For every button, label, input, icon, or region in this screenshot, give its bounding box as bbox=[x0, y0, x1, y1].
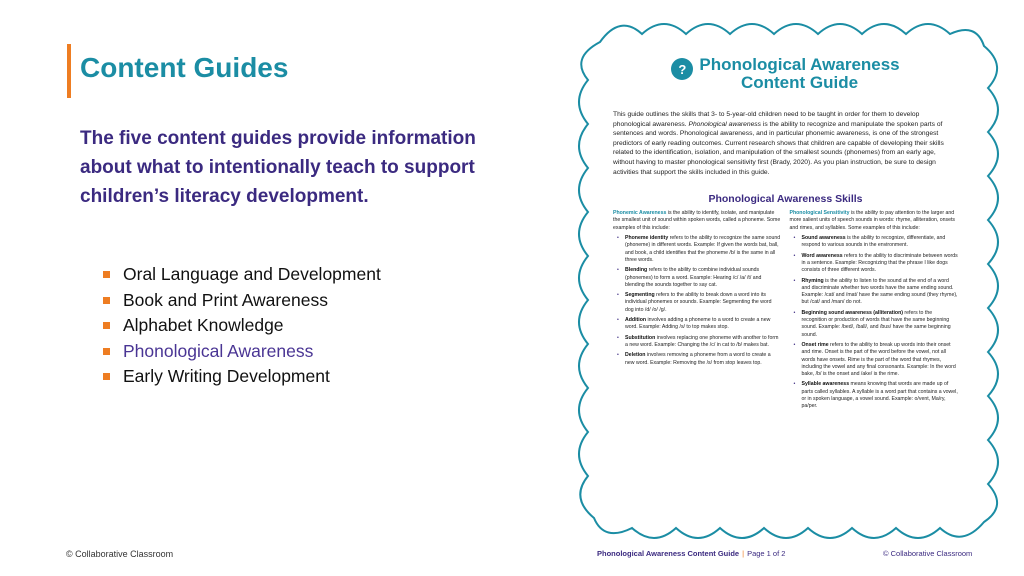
content-guide-document bbox=[613, 56, 958, 414]
list-item: Book and Print Awareness bbox=[103, 288, 381, 314]
phonemic-awareness-column: Phonemic Awareness is the ability to identify, isolate, and manipulate the smallest unit of sound within spoken words, called a phoneme. Some examples of this include: • Phoneme identity refers to the ability to recognize the same sound (phoneme) in different words. Example: If given the words bat, ball, and book, a child identifies that the phoneme /b/ is the same in all three words. • Blending refers to the ability to combine individual sounds (phonemes) to form a word. Example: Hearing /c/ /a/ /t/ and blending the sounds together to say cat. • Segmenting refers to the ability to break down a word into its individual phonemes or sounds. Example: Segmenting the word dog into /d/ /o/ /g/. • Addition involves adding a phoneme to a word to create a new word. Example: Adding /s/ to top makes stop. • Substitution involves replacing one phoneme with another to form a new word. Example: Changing the /c/ in cat to /b/ makes bat. • Deletion involves removing a phoneme from a word to create a new word. Example: Removing the /s/ from stop leaves top. bbox=[613, 210, 782, 413]
document-header bbox=[613, 56, 958, 92]
list-item: • Deletion involves removing a phoneme from a word to create a new word. Example: Removing the /s/ from stop leaves top. bbox=[621, 352, 782, 367]
list-item: • Segmenting refers to the ability to break down a word into its individual phonemes or sounds. Example: Segmenting the word dog into /d/ /o/ /g/. bbox=[621, 292, 782, 314]
list-item-active: Phonological Awareness bbox=[103, 339, 381, 365]
list-item: Early Writing Development bbox=[103, 364, 381, 390]
list-item: • Onset rime refers to the ability to break up words into their onset and rime. Onset is the part of the word before the vowel, not all words have onsets. Rime is the part of the word that rhymes, including the vowel and any final consonants. Example: In the word bake, /b/ is the onset and /ake/ is the rime. bbox=[798, 342, 959, 378]
list-item: • Phoneme identity refers to the ability to recognize the same sound (phoneme) in different words. Example: If given the words bat, ball, and book, a child identifies that the phoneme /b/ is the same in all three words. bbox=[621, 235, 782, 264]
list-item: • Substitution involves replacing one phoneme with another to form a new word. Example: Changing the /c/ in cat to /b/ makes bat. bbox=[621, 335, 782, 350]
document-copyright: © Collaborative Classroom bbox=[883, 549, 973, 558]
list-item: • Rhyming is the ability to listen to the sound at the end of a word and discriminate whether two words have the same ending sound. Example: /cat/ and /mat/ have the same ending sound (they rhyme), but /cat/ and /man/ do not. bbox=[798, 278, 959, 307]
list-item: Alphabet Knowledge bbox=[103, 313, 381, 339]
list-item: Oral Language and Development bbox=[103, 262, 381, 288]
list-item: • Addition involves adding a phoneme to a word to create a new word. Example: Adding /s/ to top makes stop. bbox=[621, 317, 782, 332]
list-item: • Beginning sound awareness (alliteration) refers to the recognition or production of words that have the same beginning sound. Example: /bed/, /ball/, and /bus/ have the same beginning sound. bbox=[798, 310, 959, 339]
skills-columns bbox=[613, 210, 958, 413]
skills-heading: Phonological Awareness Skills bbox=[708, 193, 863, 206]
list-item: • Blending refers to the ability to combine individual sounds (phonemes) to form a word. Example: Hearing /c/ /a/ /t/ and blending the sounds together to say cat. bbox=[621, 267, 782, 289]
list-item: • Sound awareness is the ability to recognize, differentiate, and respond to various sounds in the environment. bbox=[798, 235, 959, 250]
slide-footer: © Collaborative Classroom bbox=[66, 549, 174, 559]
document-title: Phonological Awareness Content Guide bbox=[699, 55, 900, 92]
list-item: • Word awareness refers to the ability to discriminate between words in a sentence. Example: Recognizing that the phrase I like dogs consists of three different words. bbox=[798, 253, 959, 275]
ear-icon: ? bbox=[671, 58, 693, 80]
slide-title: Content Guides bbox=[80, 52, 289, 83]
list-item: • Syllable awareness means knowing that words are made up of parts called syllables. A syllable is a word part that contains a vowel, or in spoken language, a vowel sound. Example: o/vent, Ma/ry, pa/per. bbox=[798, 381, 959, 410]
phonological-sensitivity-column: Phonological Sensitivity is the ability to pay attention to the larger and more salient units of speech sounds in words: rhyme, alliteration, onsets and rimes, and syllables. Some examples of this include: • Sound awareness is the ability to recognize, differentiate, and respond to various sounds in the environment. • Word awareness refers to the ability to discriminate between words in a sentence. Example: Recognizing that the phrase I like dogs consists of three different words. • Rhyming is the ability to listen to the sound at the end of a word and discriminate whether two words have the same ending sound. Example: /cat/ and /mat/ have the same ending sound (they rhyme), but /cat/ and /man/ do not. • Beginning sound awareness (alliteration) refers to the recognition or production of words that have the same beginning sound. Example: /bed/, /ball/, and /bus/ have the same beginning sound. • Onset rime refers to the ability to break up words into their onset and rime. Onset is the part of the word before the vowel, not all words have onsets. Rime is the part of the word that rhymes, including the vowel and any final consonants. Example: In the word bake, /b/ is the onset and /ake/ is the rime. • Syllable awareness means knowing that words are made up of parts called syllables. A syllable is a word part that contains a vowel, or in spoken language, a vowel sound. Example: o/vent, Ma/ry, pa/per. bbox=[790, 210, 959, 413]
document-footer: Phonological Awareness Content Guide | Page 1 of 2 bbox=[597, 549, 786, 558]
slide-subtitle: The five content guides provide information about what to intentionally teach to support children’s literacy development. bbox=[80, 128, 476, 207]
document-intro: This guide outlines the skills that 3- to 5-year-old children need to be taught in order for them to develop phonological awareness. Phonological awareness is the ability to recognize and manipulate the spoken parts of sentences and words. Phonological awareness, and in particular phonemic awareness, is one of the strongest predictors of early reading outcomes. Current research shows that children are capable of developing their skills related to the identification, isolation, and manipulation of the smallest sounds (phonemes) from an early age, without having to master phonological sensitivity first (Brady, 2020). As you plan instruction, be sure to design activities that support the skills included in this guide. bbox=[613, 111, 944, 176]
